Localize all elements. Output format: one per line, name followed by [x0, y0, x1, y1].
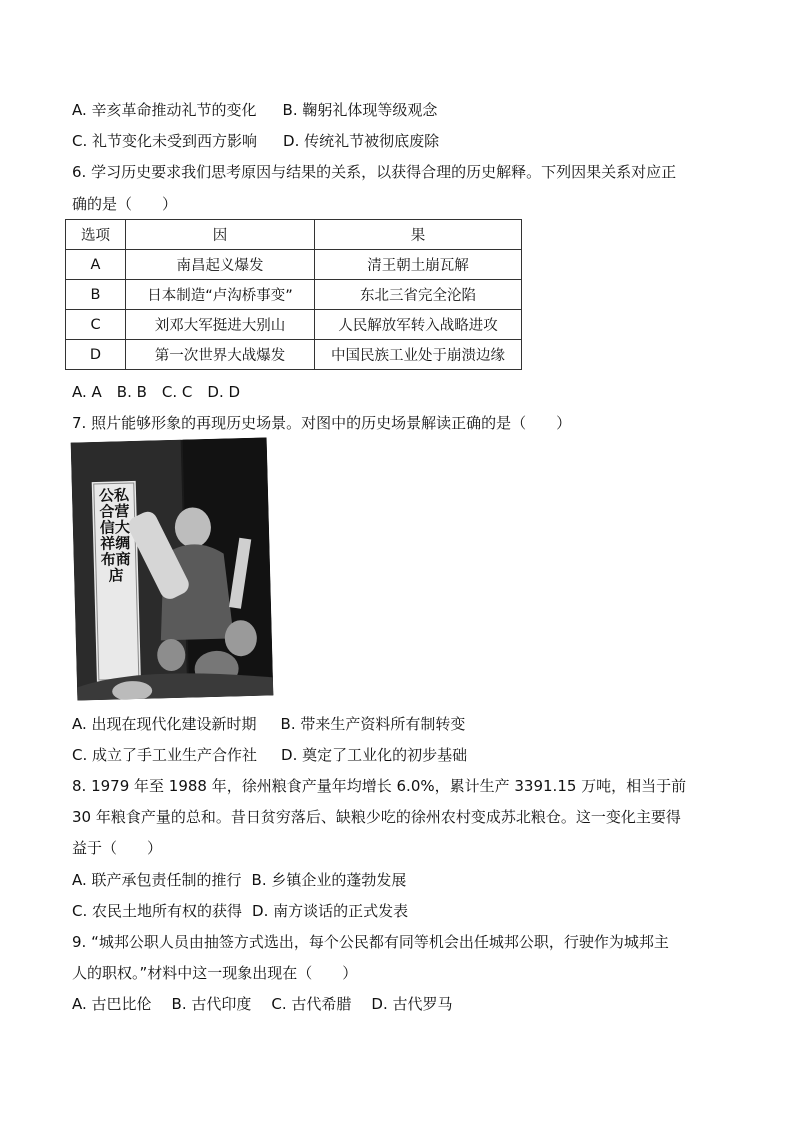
- table-cell: B: [66, 280, 126, 310]
- q5-options-row2: [72, 131, 439, 151]
- table-header-row: [66, 220, 522, 250]
- table-cell: 清王朝土崩瓦解: [315, 250, 522, 280]
- q9-option-c[interactable]: C. 古代希腊: [271, 995, 352, 1013]
- q8-options-row1: [72, 870, 406, 890]
- table-row: [66, 280, 522, 310]
- q5-option-b[interactable]: B. 鞠躬礼体现等级观念: [282, 101, 438, 119]
- q9-stem-line2: 人的职权。”材料中这一现象出现在（ ）: [72, 964, 358, 982]
- q9-option-a[interactable]: A. 古巴比伦: [72, 995, 152, 1013]
- q8-stem-line3: 益于（ ）: [72, 839, 163, 857]
- table-header-cell: 果: [315, 220, 522, 250]
- q8-stem-line2: 30 年粮食产量的总和。昔日贫穷落后、缺粮少吃的徐州农村变成苏北粮仓。这一变化主要得: [72, 808, 681, 826]
- q8-stem-line1: 8. 1979 年至 1988 年，徐州粮食产量年均增长 6.0%，累计生产 3391.15 万吨，相当于前: [72, 777, 687, 795]
- q9-stem-line1: 9. “城邦公职人员由抽签方式选出，每个公民都有同等机会出任城邦公职，行驶作为城邦主: [72, 933, 669, 951]
- q7-option-d[interactable]: D. 奠定了工业化的初步基础: [281, 746, 468, 764]
- q7-options-row1: [72, 714, 465, 734]
- q5-option-c[interactable]: C. 礼节变化未受到西方影响: [72, 132, 258, 150]
- table-cell: 第一次世界大战爆发: [126, 340, 315, 370]
- table-cell: 刘邓大军挺进大别山: [126, 310, 315, 340]
- q7-options-row2: [72, 745, 467, 765]
- table-cell: 日本制造“卢沟桥事变”: [126, 280, 315, 310]
- q8-option-c[interactable]: C. 农民土地所有权的获得: [72, 902, 243, 920]
- photo-sign-text: 公私合营信大祥绸布商店: [98, 486, 131, 585]
- table-cell: 东北三省完全沦陷: [315, 280, 522, 310]
- table-cell: A: [66, 250, 126, 280]
- q5-options-row1: [72, 100, 437, 120]
- q7-option-c[interactable]: C. 成立了手工业生产合作社: [72, 746, 258, 764]
- q8-option-d[interactable]: D. 南方谈话的正式发表: [252, 902, 409, 920]
- table-cell: D: [66, 340, 126, 370]
- q9-option-b[interactable]: B. 古代印度: [171, 995, 252, 1013]
- q7-option-b[interactable]: B. 带来生产资料所有制转变: [280, 715, 466, 733]
- q8-option-b[interactable]: B. 乡镇企业的蓬勃发展: [251, 871, 407, 889]
- table-cell: 中国民族工业处于崩溃边缘: [315, 340, 522, 370]
- table-header-cell: 选项: [66, 220, 126, 250]
- q5-option-d[interactable]: D. 传统礼节被彻底废除: [283, 132, 440, 150]
- q8-options-row2: [72, 901, 408, 921]
- q9-options: [72, 994, 452, 1014]
- q8-option-a[interactable]: A. 联产承包责任制的推行: [72, 871, 242, 889]
- table-cell: C: [66, 310, 126, 340]
- table-row: [66, 310, 522, 340]
- table-cell: 南昌起义爆发: [126, 250, 315, 280]
- q6-stem-line1: 6. 学习历史要求我们思考原因与结果的关系，以获得合理的历史解释。下列因果关系对应正: [72, 163, 677, 181]
- table-row: [66, 340, 522, 370]
- table-row: [66, 250, 522, 280]
- q9-option-d[interactable]: D. 古代罗马: [371, 995, 453, 1013]
- q5-option-a[interactable]: A. 辛亥革命推动礼节的变化: [72, 101, 257, 119]
- table-cell: 人民解放军转入战略进攻: [315, 310, 522, 340]
- q6-table: [65, 219, 522, 370]
- q7-stem: 7. 照片能够形象的再现历史场景。对图中的历史场景解读正确的是（ ）: [72, 414, 572, 432]
- q6-stem-line2: 确的是（ ）: [72, 195, 178, 213]
- table-header-cell: 因: [126, 220, 315, 250]
- q6-options[interactable]: A. A B. B C. C D. D: [72, 383, 241, 401]
- q7-option-a[interactable]: A. 出现在现代化建设新时期: [72, 715, 257, 733]
- historical-photo: [71, 437, 274, 700]
